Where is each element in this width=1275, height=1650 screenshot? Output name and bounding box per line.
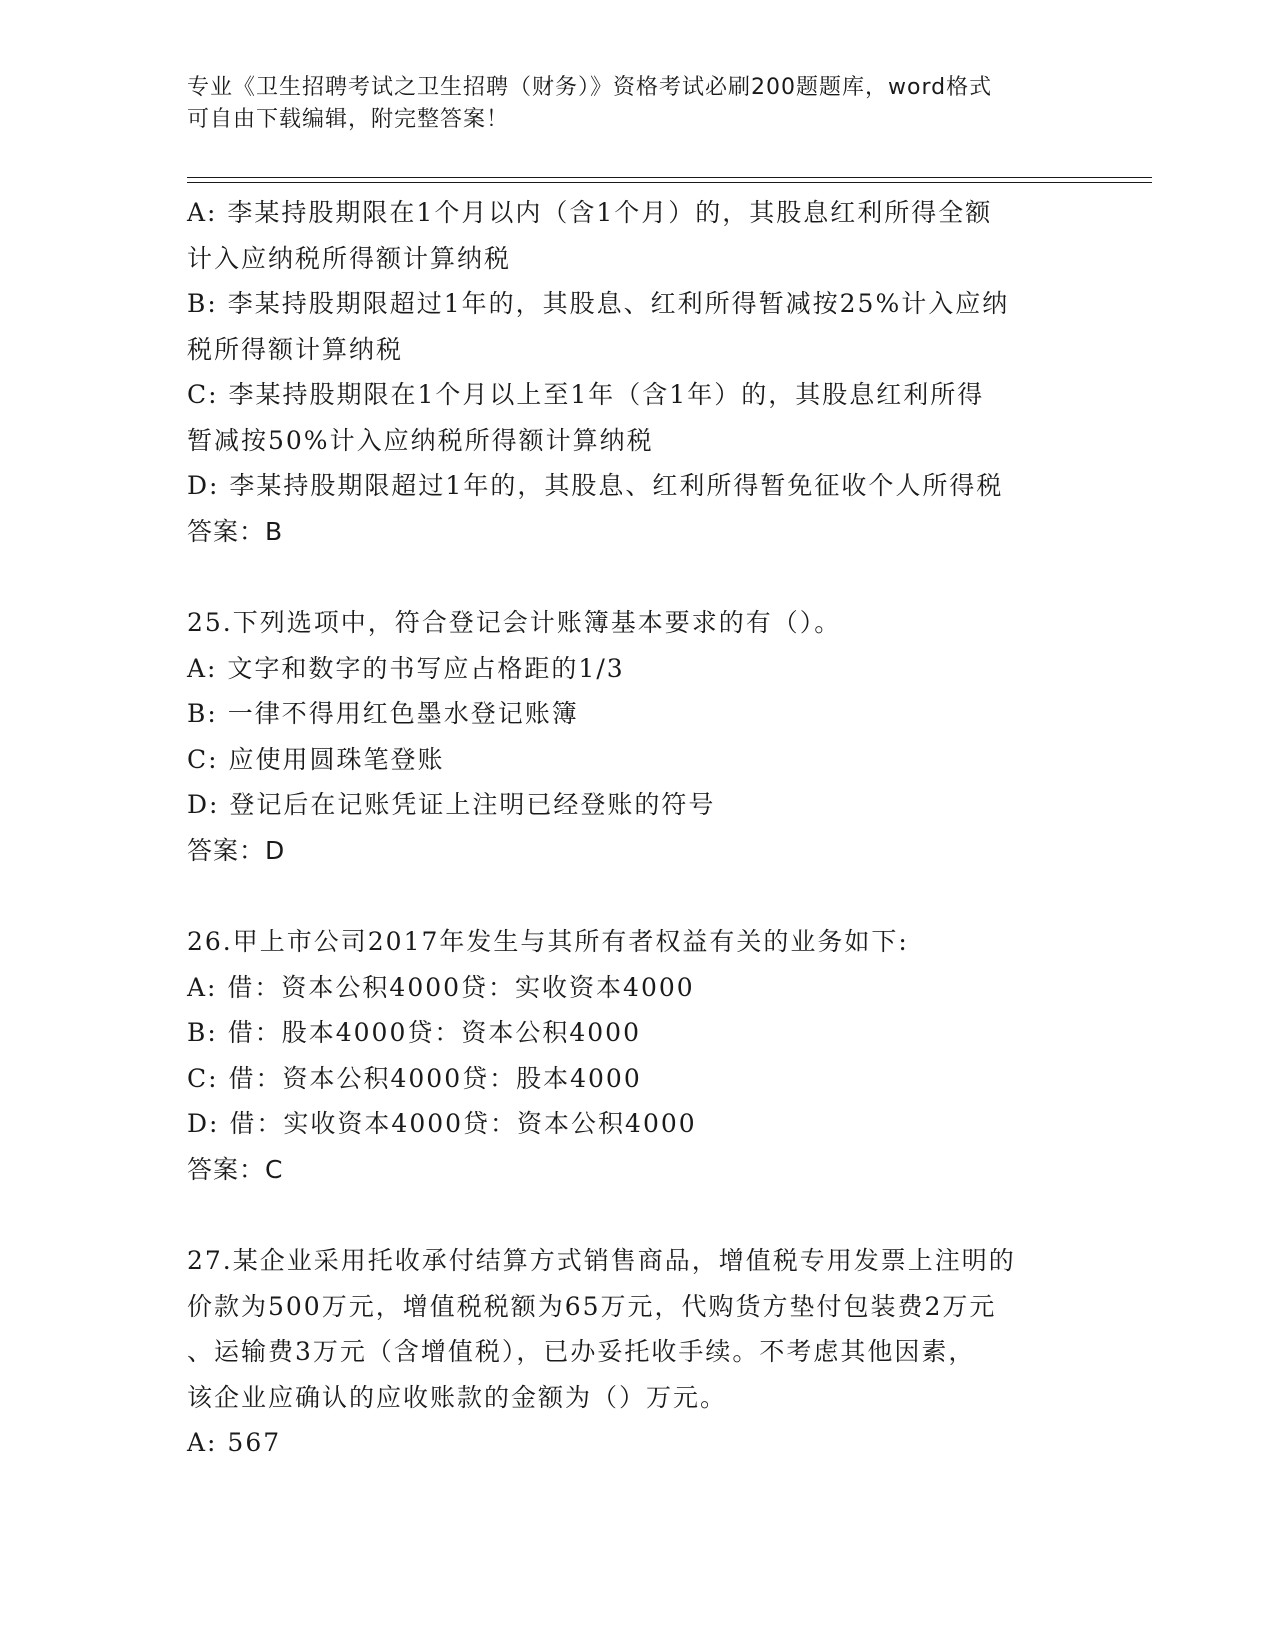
option-line: B: 借：股本4000贷：资本公积4000 (187, 1018, 641, 1047)
spacer (187, 873, 1087, 919)
option-line: D: 李某持股期限超过1年的，其股息、红利所得暂免征收个人所得税 (187, 471, 1004, 500)
spacer (187, 1192, 1087, 1238)
option-line: B: 一律不得用红色墨水登记账簿 (187, 699, 579, 728)
option-line: 税所得额计算纳税 (187, 334, 404, 364)
answer-line: 答案：D (187, 835, 286, 865)
option-line: D: 登记后在记账凭证上注明已经登账的符号 (187, 790, 716, 819)
question-text: 27.某企业采用托收承付结算方式销售商品，增值税专用发票上注明的 (187, 1246, 1016, 1275)
option-line: B: 李某持股期限超过1年的，其股息、红利所得暂减按25%计入应纳 (187, 289, 1010, 318)
answer-line: 答案：B (187, 516, 284, 546)
option-line: D: 借：实收资本4000贷：资本公积4000 (187, 1109, 697, 1138)
option-line: A: 借：资本公积4000贷：实收资本4000 (187, 972, 695, 1002)
header-rule-top (187, 177, 1152, 178)
question-text: 25.下列选项中，符合登记会计账簿基本要求的有（）。 (187, 608, 842, 637)
question-text: 26.甲上市公司2017年发生与其所有者权益有关的业务如下: (187, 927, 909, 956)
question-27 (187, 1238, 1087, 1466)
question-26 (187, 919, 1087, 1192)
option-line: C: 借：资本公积4000贷：股本4000 (187, 1063, 642, 1093)
option-line: A: 文字和数字的书写应占格距的1/3 (187, 653, 625, 683)
option-line: A: 李某持股期限在1个月以内（含1个月）的，其股息红利所得全额 (187, 198, 993, 227)
answer-line: 答案：C (187, 1154, 284, 1184)
header-line-1: 专业《卫生招聘考试之卫生招聘（财务）》资格考试必刷200题题库，word格式 (187, 75, 993, 100)
document-header (187, 72, 1067, 136)
option-line: 计入应纳税所得额计算纳税 (187, 243, 512, 273)
header-rule-bottom (187, 182, 1152, 183)
option-line: C: 李某持股期限在1个月以上至1年（含1年）的，其股息红利所得 (187, 380, 985, 409)
spacer (187, 554, 1087, 600)
option-line: C: 应使用圆珠笔登账 (187, 744, 445, 774)
header-line-2: 可自由下载编辑，附完整答案！ (187, 107, 510, 132)
option-line: A: 567 (187, 1428, 282, 1457)
question-25 (187, 600, 1087, 873)
question-text: 、运输费3万元（含增值税），已办妥托收手续。不考虑其他因素， (187, 1337, 976, 1366)
question-24 (187, 190, 1087, 554)
option-line: 暂减按50%计入应纳税所得额计算纳税 (187, 425, 654, 455)
document-body (187, 190, 1087, 1466)
question-text: 该企业应确认的应收账款的金额为（）万元。 (187, 1382, 728, 1412)
question-text: 价款为500万元，增值税税额为65万元，代购货方垫付包装费2万元 (187, 1291, 997, 1321)
